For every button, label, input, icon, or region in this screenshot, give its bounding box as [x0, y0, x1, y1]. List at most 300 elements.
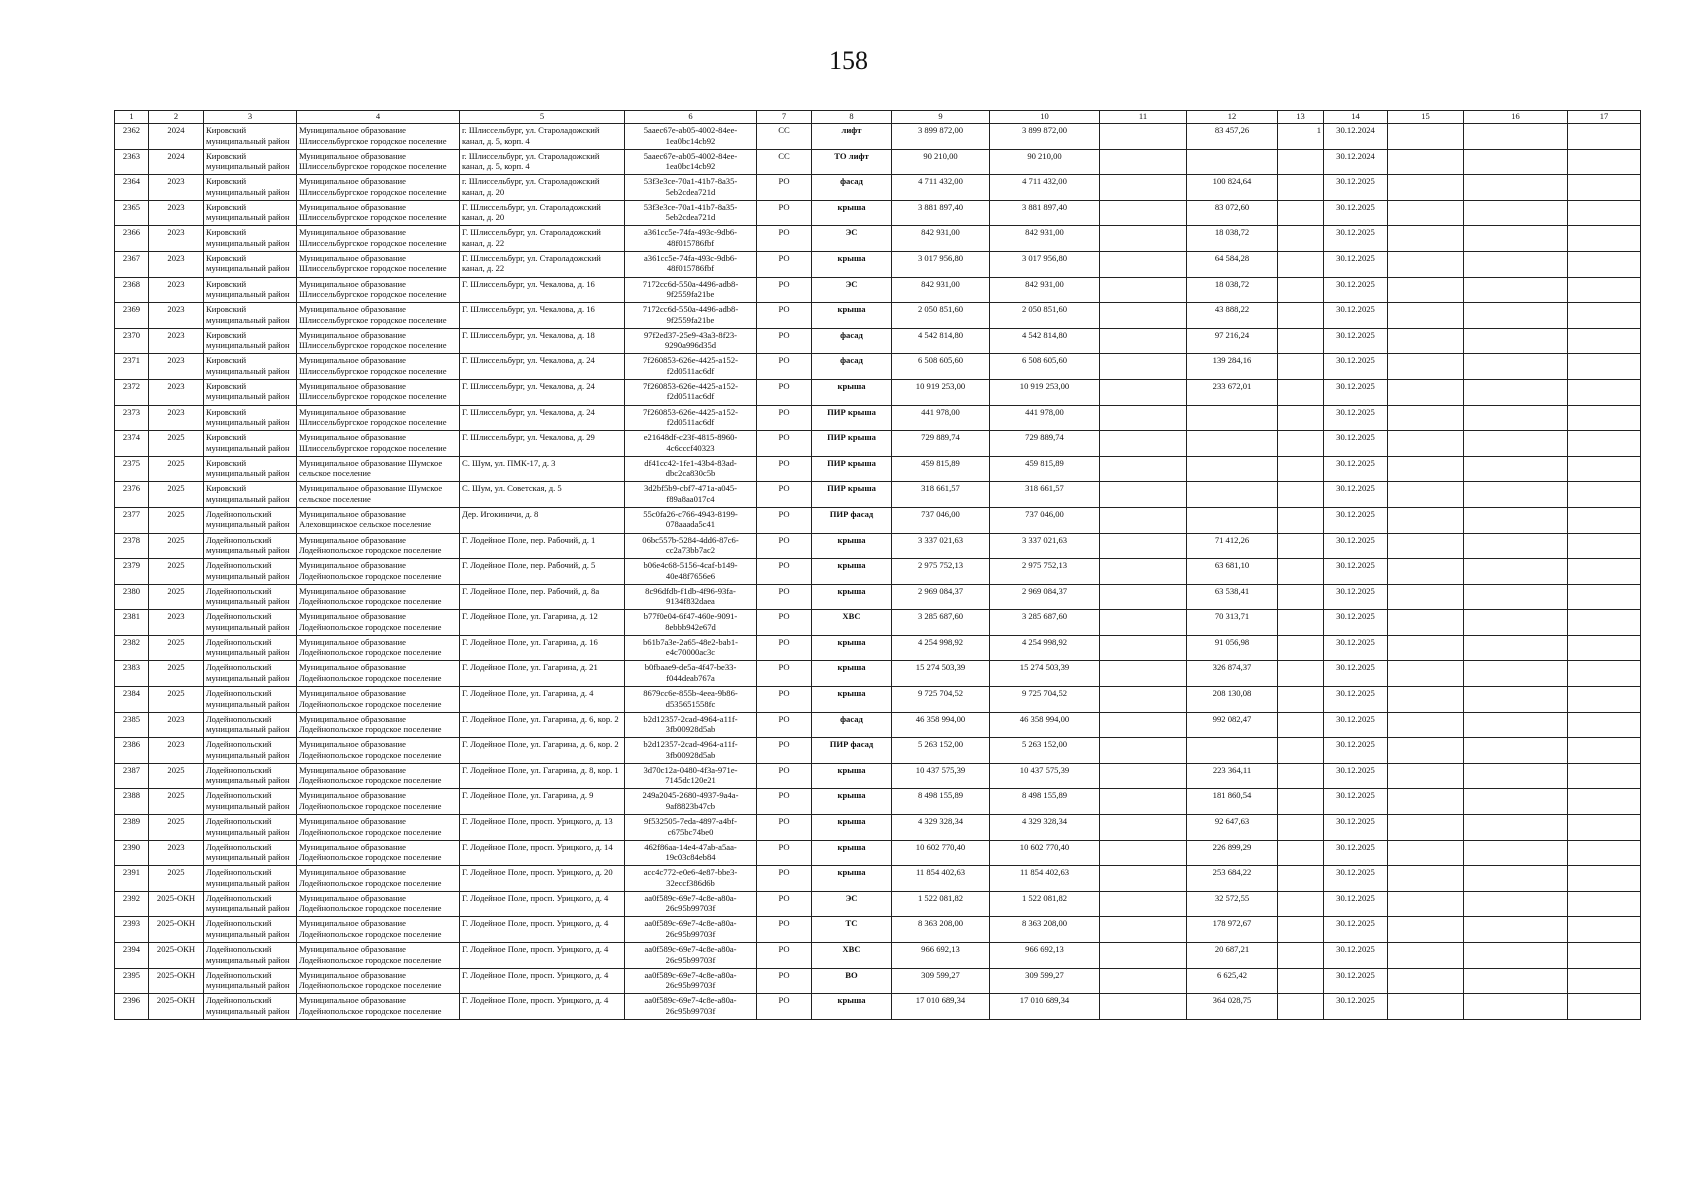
table-cell-col-14: 30.12.2025	[1324, 482, 1388, 508]
table-cell-col-15	[1388, 379, 1464, 405]
table-cell-col-7: РО	[757, 175, 812, 201]
table-cell-col-5: Г. Шлиссельбург, ул. Чекалова, д. 24	[460, 405, 625, 431]
table-cell-col-2: 2025	[149, 635, 204, 661]
table-cell-col-8: крыша	[812, 251, 892, 277]
table-row	[115, 226, 1641, 252]
table-cell-col-17	[1568, 687, 1641, 713]
table-cell-col-2: 2023	[149, 303, 204, 329]
table-cell-col-1: 2371	[115, 354, 149, 380]
table-cell-col-2: 2023	[149, 738, 204, 764]
table-cell-col-6: 8679cc6e-855b-4eea-9b86-d535651558fc	[625, 687, 757, 713]
table-cell-col-3: Кировский муниципальный район	[204, 354, 297, 380]
table-cell-col-13	[1278, 815, 1324, 841]
table-cell-col-12: 18 038,72	[1187, 226, 1278, 252]
table-cell-col-8: крыша	[812, 840, 892, 866]
table-cell-col-9: 10 919 253,00	[892, 379, 990, 405]
table-cell-col-3: Лодейнопольский муниципальный район	[204, 891, 297, 917]
table-cell-col-5: Г. Шлиссельбург, ул. Староладожский канал, д. 20	[460, 200, 625, 226]
table-row	[115, 763, 1641, 789]
table-cell-col-14: 30.12.2025	[1324, 968, 1388, 994]
table-cell-col-9: 46 358 994,00	[892, 712, 990, 738]
table-cell-col-11	[1100, 175, 1187, 201]
table-cell-col-12	[1187, 482, 1278, 508]
table-cell-col-14: 30.12.2025	[1324, 303, 1388, 329]
table-cell-col-16	[1464, 661, 1568, 687]
table-cell-col-7: РО	[757, 917, 812, 943]
table-body	[115, 124, 1641, 1020]
table-cell-col-14: 30.12.2025	[1324, 994, 1388, 1020]
table-cell-col-3: Лодейнопольский муниципальный район	[204, 610, 297, 636]
table-cell-col-1: 2391	[115, 866, 149, 892]
table-cell-col-11	[1100, 328, 1187, 354]
table-cell-col-4: Муниципальное образование Лодейнопольское городское поселение	[297, 687, 460, 713]
table-cell-col-14: 30.12.2025	[1324, 277, 1388, 303]
table-cell-col-2: 2023	[149, 277, 204, 303]
table-cell-col-7: РО	[757, 968, 812, 994]
table-cell-col-13	[1278, 328, 1324, 354]
table-cell-col-4: Муниципальное образование Лодейнопольское городское поселение	[297, 815, 460, 841]
table-cell-col-12: 223 364,11	[1187, 763, 1278, 789]
table-cell-col-13	[1278, 661, 1324, 687]
table-cell-col-8: крыша	[812, 584, 892, 610]
table-cell-col-6: 249a2045-2680-4937-9a4a-9af8823b47cb	[625, 789, 757, 815]
table-cell-col-3: Лодейнопольский муниципальный район	[204, 917, 297, 943]
table-row	[115, 840, 1641, 866]
table-cell-col-1: 2395	[115, 968, 149, 994]
table-cell-col-1: 2379	[115, 559, 149, 585]
table-row	[115, 200, 1641, 226]
table-cell-col-4: Муниципальное образование Шлиссельбургское городское поселение	[297, 226, 460, 252]
table-cell-col-1: 2374	[115, 431, 149, 457]
table-cell-col-11	[1100, 277, 1187, 303]
table-cell-col-6: a361cc5e-74fa-493c-9db6-48f015786fbf	[625, 251, 757, 277]
table-cell-col-7: РО	[757, 533, 812, 559]
table-cell-col-3: Лодейнопольский муниципальный район	[204, 584, 297, 610]
table-cell-col-7: РО	[757, 661, 812, 687]
table-cell-col-6: 5aaec67e-ab05-4002-84ee-1ea0bc14cb92	[625, 124, 757, 150]
table-cell-col-1: 2392	[115, 891, 149, 917]
table-cell-col-8: ПИР крыша	[812, 431, 892, 457]
table-cell-col-15	[1388, 431, 1464, 457]
table-cell-col-17	[1568, 456, 1641, 482]
table-cell-col-4: Муниципальное образование Шлиссельбургское городское поселение	[297, 175, 460, 201]
table-cell-col-9: 318 661,57	[892, 482, 990, 508]
table-cell-col-16	[1464, 763, 1568, 789]
table-cell-col-9: 459 815,89	[892, 456, 990, 482]
table-cell-col-4: Муниципальное образование Шлиссельбургское городское поселение	[297, 277, 460, 303]
table-cell-col-8: ХВС	[812, 943, 892, 969]
table-cell-col-5: Г. Шлиссельбург, ул. Староладожский канал, д. 22	[460, 251, 625, 277]
table-cell-col-1: 2362	[115, 124, 149, 150]
table-cell-col-12: 18 038,72	[1187, 277, 1278, 303]
table-row	[115, 149, 1641, 175]
table-cell-col-6: 3d70c12a-0480-4f3a-971e-7145dc120e21	[625, 763, 757, 789]
table-cell-col-15	[1388, 994, 1464, 1020]
table-cell-col-7: РО	[757, 405, 812, 431]
table-cell-col-14: 30.12.2025	[1324, 251, 1388, 277]
column-header-13: 13	[1278, 111, 1324, 124]
table-cell-col-14: 30.12.2025	[1324, 763, 1388, 789]
table-cell-col-14: 30.12.2025	[1324, 405, 1388, 431]
table-cell-col-4: Муниципальное образование Лодейнопольское городское поселение	[297, 789, 460, 815]
table-cell-col-12: 364 028,75	[1187, 994, 1278, 1020]
table-cell-col-13	[1278, 789, 1324, 815]
table-cell-col-16	[1464, 124, 1568, 150]
table-cell-col-16	[1464, 815, 1568, 841]
table-cell-col-13	[1278, 917, 1324, 943]
table-cell-col-13	[1278, 507, 1324, 533]
table-cell-col-14: 30.12.2025	[1324, 175, 1388, 201]
table-cell-col-1: 2389	[115, 815, 149, 841]
table-cell-col-1: 2368	[115, 277, 149, 303]
table-cell-col-17	[1568, 226, 1641, 252]
table-cell-col-16	[1464, 431, 1568, 457]
table-cell-col-2: 2025	[149, 763, 204, 789]
table-cell-col-13	[1278, 610, 1324, 636]
table-cell-col-16	[1464, 789, 1568, 815]
table-cell-col-4: Муниципальное образование Лодейнопольское городское поселение	[297, 533, 460, 559]
table-cell-col-8: ПИР фасад	[812, 507, 892, 533]
table-cell-col-5: Г. Лодейное Поле, ул. Гагарина, д. 12	[460, 610, 625, 636]
table-row	[115, 635, 1641, 661]
table-cell-col-17	[1568, 431, 1641, 457]
table-cell-col-8: ПИР крыша	[812, 482, 892, 508]
table-cell-col-7: РО	[757, 277, 812, 303]
table-cell-col-7: РО	[757, 866, 812, 892]
table-cell-col-6: 7f260853-626e-4425-a152-f2d0511ac6df	[625, 405, 757, 431]
table-cell-col-11	[1100, 379, 1187, 405]
table-cell-col-4: Муниципальное образование Лодейнопольское городское поселение	[297, 763, 460, 789]
table-cell-col-6: aa0f589c-69e7-4c8e-a80a-26c95b99703f	[625, 943, 757, 969]
table-cell-col-16	[1464, 149, 1568, 175]
table-cell-col-7: СС	[757, 149, 812, 175]
table-cell-col-10: 8 363 208,00	[990, 917, 1100, 943]
table-cell-col-9: 3 017 956,80	[892, 251, 990, 277]
table-cell-col-13	[1278, 405, 1324, 431]
table-cell-col-15	[1388, 456, 1464, 482]
table-cell-col-14: 30.12.2025	[1324, 584, 1388, 610]
table-cell-col-13	[1278, 149, 1324, 175]
table-cell-col-3: Кировский муниципальный район	[204, 456, 297, 482]
table-cell-col-15	[1388, 507, 1464, 533]
table-cell-col-8: лифт	[812, 124, 892, 150]
table-cell-col-9: 4 542 814,80	[892, 328, 990, 354]
table-cell-col-13	[1278, 584, 1324, 610]
table-cell-col-16	[1464, 251, 1568, 277]
table-cell-col-5: Г. Лодейное Поле, ул. Гагарина, д. 4	[460, 687, 625, 713]
table-cell-col-6: 7172cc6d-550a-4496-adb8-9f2559fa21be	[625, 277, 757, 303]
table-cell-col-8: крыша	[812, 303, 892, 329]
table-cell-col-13	[1278, 635, 1324, 661]
table-cell-col-4: Муниципальное образование Лодейнопольское городское поселение	[297, 738, 460, 764]
table-cell-col-4: Муниципальное образование Шумское сельское поселение	[297, 456, 460, 482]
table-cell-col-4: Муниципальное образование Лодейнопольское городское поселение	[297, 584, 460, 610]
table-cell-col-8: ХВС	[812, 610, 892, 636]
table-cell-col-4: Муниципальное образование Лодейнопольское городское поселение	[297, 891, 460, 917]
table-cell-col-7: РО	[757, 840, 812, 866]
table-cell-col-2: 2023	[149, 712, 204, 738]
table-cell-col-12: 326 874,37	[1187, 661, 1278, 687]
table-cell-col-3: Кировский муниципальный район	[204, 226, 297, 252]
table-cell-col-12: 43 888,22	[1187, 303, 1278, 329]
table-cell-col-9: 90 210,00	[892, 149, 990, 175]
table-cell-col-14: 30.12.2025	[1324, 559, 1388, 585]
table-cell-col-5: С. Шум, ул. Советская, д. 5	[460, 482, 625, 508]
table-cell-col-12: 70 313,71	[1187, 610, 1278, 636]
table-cell-col-15	[1388, 763, 1464, 789]
table-cell-col-7: РО	[757, 789, 812, 815]
column-header-8: 8	[812, 111, 892, 124]
table-cell-col-10: 10 602 770,40	[990, 840, 1100, 866]
table-cell-col-17	[1568, 712, 1641, 738]
table-cell-col-4: Муниципальное образование Лодейнопольское городское поселение	[297, 917, 460, 943]
table-cell-col-7: РО	[757, 303, 812, 329]
table-cell-col-16	[1464, 303, 1568, 329]
table-cell-col-12: 71 412,26	[1187, 533, 1278, 559]
table-cell-col-9: 8 363 208,00	[892, 917, 990, 943]
table-cell-col-2: 2024	[149, 149, 204, 175]
table-cell-col-1: 2384	[115, 687, 149, 713]
table-cell-col-17	[1568, 354, 1641, 380]
table-cell-col-6: e21648df-c23f-4815-8960-4c6cccf40323	[625, 431, 757, 457]
table-cell-col-11	[1100, 507, 1187, 533]
table-cell-col-8: ЭС	[812, 277, 892, 303]
table-cell-col-16	[1464, 354, 1568, 380]
table-cell-col-1: 2377	[115, 507, 149, 533]
table-cell-col-16	[1464, 891, 1568, 917]
table-cell-col-7: РО	[757, 354, 812, 380]
table-cell-col-4: Муниципальное образование Шлиссельбургское городское поселение	[297, 303, 460, 329]
table-cell-col-17	[1568, 840, 1641, 866]
table-row	[115, 559, 1641, 585]
table-cell-col-14: 30.12.2025	[1324, 840, 1388, 866]
table-cell-col-15	[1388, 354, 1464, 380]
table-cell-col-7: РО	[757, 610, 812, 636]
table-cell-col-9: 10 602 770,40	[892, 840, 990, 866]
table-cell-col-17	[1568, 610, 1641, 636]
column-header-1: 1	[115, 111, 149, 124]
table-cell-col-11	[1100, 405, 1187, 431]
table-cell-col-13	[1278, 994, 1324, 1020]
table-cell-col-11	[1100, 891, 1187, 917]
table-cell-col-10: 318 661,57	[990, 482, 1100, 508]
table-row	[115, 124, 1641, 150]
table-cell-col-15	[1388, 968, 1464, 994]
column-header-5: 5	[460, 111, 625, 124]
table-cell-col-7: РО	[757, 687, 812, 713]
table-cell-col-2: 2025	[149, 584, 204, 610]
table-cell-col-8: крыша	[812, 661, 892, 687]
table-cell-col-11	[1100, 124, 1187, 150]
table-cell-col-17	[1568, 124, 1641, 150]
table-row	[115, 533, 1641, 559]
table-cell-col-9: 17 010 689,34	[892, 994, 990, 1020]
table-cell-col-6: b2d12357-2cad-4964-a11f-3fb00928d5ab	[625, 738, 757, 764]
table-cell-col-17	[1568, 175, 1641, 201]
table-cell-col-10: 459 815,89	[990, 456, 1100, 482]
table-cell-col-15	[1388, 124, 1464, 150]
table-cell-col-8: фасад	[812, 712, 892, 738]
table-cell-col-17	[1568, 482, 1641, 508]
table-cell-col-10: 2 969 084,37	[990, 584, 1100, 610]
table-cell-col-9: 2 975 752,13	[892, 559, 990, 585]
table-row	[115, 277, 1641, 303]
table-cell-col-10: 441 978,00	[990, 405, 1100, 431]
table-cell-col-17	[1568, 328, 1641, 354]
table-cell-col-7: РО	[757, 431, 812, 457]
table-cell-col-6: 9f532505-7eda-4897-a4bf-c675bc74be0	[625, 815, 757, 841]
table-cell-col-7: РО	[757, 507, 812, 533]
column-header-17: 17	[1568, 111, 1641, 124]
table-cell-col-6: acc4c772-e0e6-4e87-bbe3-32eccf386d6b	[625, 866, 757, 892]
table-cell-col-11	[1100, 149, 1187, 175]
table-cell-col-17	[1568, 405, 1641, 431]
table-cell-col-9: 8 498 155,89	[892, 789, 990, 815]
table-cell-col-3: Кировский муниципальный район	[204, 277, 297, 303]
table-cell-col-3: Лодейнопольский муниципальный район	[204, 943, 297, 969]
table-cell-col-15	[1388, 661, 1464, 687]
table-cell-col-10: 46 358 994,00	[990, 712, 1100, 738]
table-cell-col-5: Г. Шлиссельбург, ул. Чекалова, д. 29	[460, 431, 625, 457]
table-cell-col-6: 7172cc6d-550a-4496-adb8-9f2559fa21be	[625, 303, 757, 329]
table-row	[115, 866, 1641, 892]
table-cell-col-10: 737 046,00	[990, 507, 1100, 533]
table-cell-col-13	[1278, 943, 1324, 969]
table-cell-col-13	[1278, 738, 1324, 764]
table-cell-col-14: 30.12.2025	[1324, 379, 1388, 405]
table-cell-col-4: Муниципальное образование Лодейнопольское городское поселение	[297, 968, 460, 994]
table-cell-col-15	[1388, 328, 1464, 354]
table-cell-col-15	[1388, 277, 1464, 303]
table-cell-col-9: 6 508 605,60	[892, 354, 990, 380]
table-cell-col-16	[1464, 456, 1568, 482]
table-cell-col-12	[1187, 405, 1278, 431]
table-cell-col-4: Муниципальное образование Шлиссельбургское городское поселение	[297, 405, 460, 431]
table-cell-col-4: Муниципальное образование Лодейнопольское городское поселение	[297, 994, 460, 1020]
table-cell-col-14: 30.12.2025	[1324, 789, 1388, 815]
table-cell-col-3: Лодейнопольский муниципальный район	[204, 738, 297, 764]
table-cell-col-15	[1388, 226, 1464, 252]
table-cell-col-4: Муниципальное образование Шлиссельбургское городское поселение	[297, 251, 460, 277]
table-cell-col-8: ЭС	[812, 226, 892, 252]
table-cell-col-13	[1278, 277, 1324, 303]
table-cell-col-15	[1388, 610, 1464, 636]
table-cell-col-5: г. Шлиссельбург, ул. Староладожский канал, д. 5, корп. 4	[460, 124, 625, 150]
table-cell-col-8: ПИР крыша	[812, 456, 892, 482]
table-cell-col-8: фасад	[812, 328, 892, 354]
table-cell-col-1: 2375	[115, 456, 149, 482]
table-cell-col-15	[1388, 175, 1464, 201]
table-cell-col-11	[1100, 610, 1187, 636]
table-cell-col-8: крыша	[812, 815, 892, 841]
table-cell-col-11	[1100, 866, 1187, 892]
table-cell-col-16	[1464, 507, 1568, 533]
table-cell-col-17	[1568, 559, 1641, 585]
table-cell-col-7: РО	[757, 635, 812, 661]
table-cell-col-2: 2025	[149, 482, 204, 508]
table-cell-col-10: 966 692,13	[990, 943, 1100, 969]
table-cell-col-10: 4 254 998,92	[990, 635, 1100, 661]
table-cell-col-3: Лодейнопольский муниципальный район	[204, 559, 297, 585]
table-cell-col-1: 2387	[115, 763, 149, 789]
table-cell-col-9: 1 522 081,82	[892, 891, 990, 917]
table-row	[115, 789, 1641, 815]
table-cell-col-5: г. Шлиссельбург, ул. Староладожский канал, д. 5, корп. 4	[460, 149, 625, 175]
table-cell-col-8: ТС	[812, 917, 892, 943]
table-cell-col-14: 30.12.2025	[1324, 635, 1388, 661]
table-cell-col-7: РО	[757, 379, 812, 405]
table-cell-col-5: Г. Лодейное Поле, просп. Урицкого, д. 4	[460, 917, 625, 943]
table-cell-col-9: 309 599,27	[892, 968, 990, 994]
table-cell-col-9: 5 263 152,00	[892, 738, 990, 764]
table-cell-col-15	[1388, 559, 1464, 585]
table-cell-col-12	[1187, 149, 1278, 175]
table-cell-col-8: крыша	[812, 379, 892, 405]
table-cell-col-5: Г. Лодейное Поле, просп. Урицкого, д. 4	[460, 891, 625, 917]
table-cell-col-3: Лодейнопольский муниципальный район	[204, 635, 297, 661]
table-cell-col-2: 2023	[149, 610, 204, 636]
table-cell-col-12: 63 681,10	[1187, 559, 1278, 585]
table-cell-col-17	[1568, 251, 1641, 277]
table-cell-col-17	[1568, 149, 1641, 175]
table-cell-col-11	[1100, 943, 1187, 969]
table-cell-col-8: ЭС	[812, 891, 892, 917]
table-cell-col-2: 2023	[149, 840, 204, 866]
table-cell-col-3: Лодейнопольский муниципальный район	[204, 994, 297, 1020]
table-cell-col-12: 226 899,29	[1187, 840, 1278, 866]
table-cell-col-3: Лодейнопольский муниципальный район	[204, 815, 297, 841]
table-cell-col-14: 30.12.2025	[1324, 507, 1388, 533]
table-cell-col-16	[1464, 405, 1568, 431]
table-cell-col-14: 30.12.2024	[1324, 124, 1388, 150]
table-cell-col-11	[1100, 559, 1187, 585]
table-cell-col-15	[1388, 840, 1464, 866]
table-cell-col-8: крыша	[812, 789, 892, 815]
table-cell-col-16	[1464, 712, 1568, 738]
table-cell-col-15	[1388, 149, 1464, 175]
table-cell-col-2: 2025	[149, 815, 204, 841]
table-cell-col-16	[1464, 482, 1568, 508]
table-cell-col-16	[1464, 917, 1568, 943]
table-cell-col-4: Муниципальное образование Лодейнопольское городское поселение	[297, 661, 460, 687]
table-cell-col-6: b0fbaae9-de5a-4f47-be33-f044deab767a	[625, 661, 757, 687]
table-row	[115, 815, 1641, 841]
table-cell-col-11	[1100, 687, 1187, 713]
table-cell-col-8: крыша	[812, 994, 892, 1020]
table-cell-col-6: 8c96dfdb-f1db-4f96-93fa-9134f832daea	[625, 584, 757, 610]
table-cell-col-11	[1100, 712, 1187, 738]
table-cell-col-8: фасад	[812, 354, 892, 380]
table-cell-col-4: Муниципальное образование Шлиссельбургское городское поселение	[297, 354, 460, 380]
table-cell-col-5: Г. Лодейное Поле, просп. Урицкого, д. 4	[460, 994, 625, 1020]
table-cell-col-14: 30.12.2025	[1324, 943, 1388, 969]
table-cell-col-13	[1278, 251, 1324, 277]
table-cell-col-1: 2388	[115, 789, 149, 815]
table-cell-col-1: 2364	[115, 175, 149, 201]
table-cell-col-12: 233 672,01	[1187, 379, 1278, 405]
table-cell-col-15	[1388, 789, 1464, 815]
table-cell-col-4: Муниципальное образование Шлиссельбургское городское поселение	[297, 379, 460, 405]
table-cell-col-2: 2025-ОКН	[149, 891, 204, 917]
table-cell-col-4: Муниципальное образование Лодейнопольское городское поселение	[297, 559, 460, 585]
table-cell-col-3: Кировский муниципальный район	[204, 482, 297, 508]
table-cell-col-9: 842 931,00	[892, 277, 990, 303]
table-cell-col-5: Г. Лодейное Поле, пер. Рабочий, д. 8а	[460, 584, 625, 610]
table-cell-col-5: Г. Шлиссельбург, ул. Чекалова, д. 24	[460, 379, 625, 405]
table-cell-col-14: 30.12.2025	[1324, 661, 1388, 687]
table-cell-col-9: 11 854 402,63	[892, 866, 990, 892]
table-cell-col-2: 2025	[149, 533, 204, 559]
